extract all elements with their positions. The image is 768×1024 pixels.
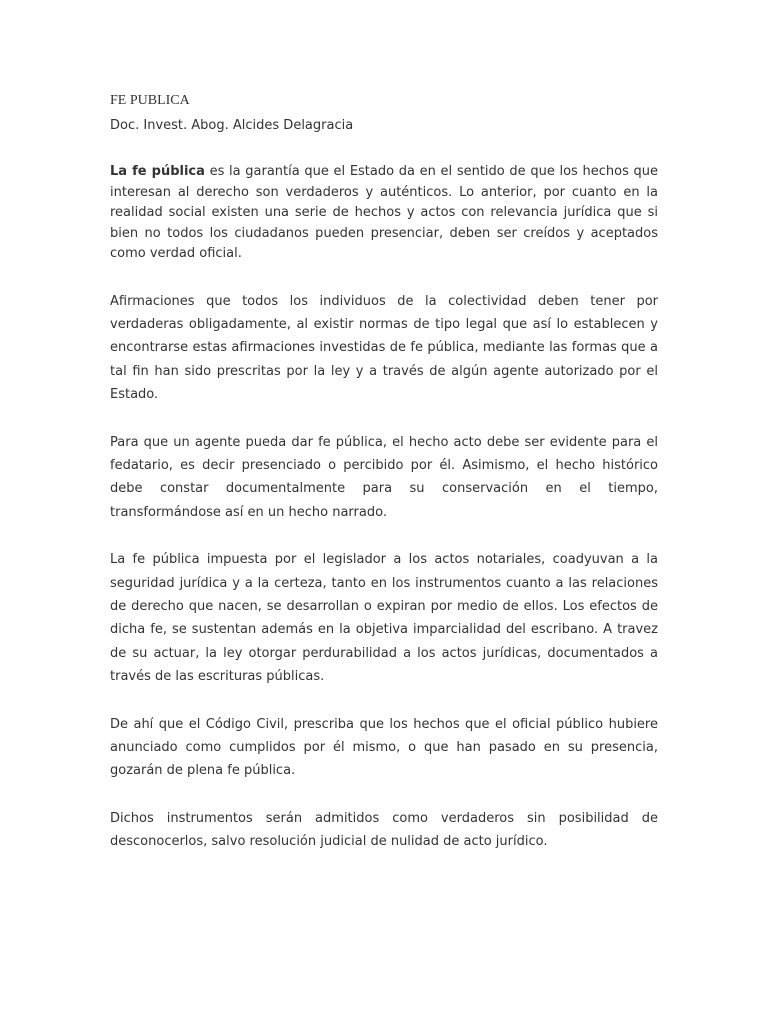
document-title: FE PUBLICA <box>110 93 190 108</box>
paragraph-3: Para que un agente pueda dar fe pública, el hecho acto debe ser evidente para el fedatario, es decir presenciado o percibido por él. Asimismo, el hecho histórico debe constar documentalmente para su conservación en el tiempo, transformándose así en un hecho narrado. <box>110 434 658 520</box>
paragraph-1 <box>110 162 658 265</box>
document-author: Doc. Invest. Abog. Alcides Delagracia <box>110 118 354 133</box>
paragraph-4: La fe pública impuesta por el legislador a los actos notariales, coadyuvan a la seguridad jurídica y a la certeza, tanto en los instrumentos cuanto a las relaciones de derecho que nacen, se desarrollan o expiran por medio de ellos. Los efectos de dicha fe, se sustentan además en la objetiva imparcialidad del escribano. A travez de su actuar, la ley otorgar perdurabilidad a los actos jurídicas, documentados a través de las escrituras públicas. <box>110 552 658 685</box>
paragraph-5: De ahí que el Código Civil, prescriba que los hechos que el oficial público hubiere anunciado como cumplidos por él mismo, o que han pasado en su presencia, gozarán de plena fe pública. <box>110 716 658 779</box>
document-page <box>110 92 658 854</box>
lead-term: La fe pública <box>110 164 205 179</box>
paragraph-2: Afirmaciones que todos los individuos de la colectividad deben tener por verdaderas obligadamente, al existir normas de tipo legal que así lo establecen y encontrarse estas afirmaciones investidas de fe pública, mediante las formas que a tal fin han sido prescritas por la ley y a través de algún agente autorizado por el Estado. <box>110 293 658 403</box>
paragraph-1-text: es la garantía que el Estado da en el sentido de que los hechos que interesan al derecho son verdaderos y auténticos. Lo anterior, por cuanto en la realidad social existen una serie de hechos y actos con relevancia jurídica que si bien no todos los ciudadanos pueden presenciar, deben ser creídos y aceptados como verdad oficial. <box>110 164 659 261</box>
paragraph-6: Dichos instrumentos serán admitidos como verdaderos sin posibilidad de desconocerlos, salvo resolución judicial de nulidad de acto jurídico. <box>110 810 658 850</box>
